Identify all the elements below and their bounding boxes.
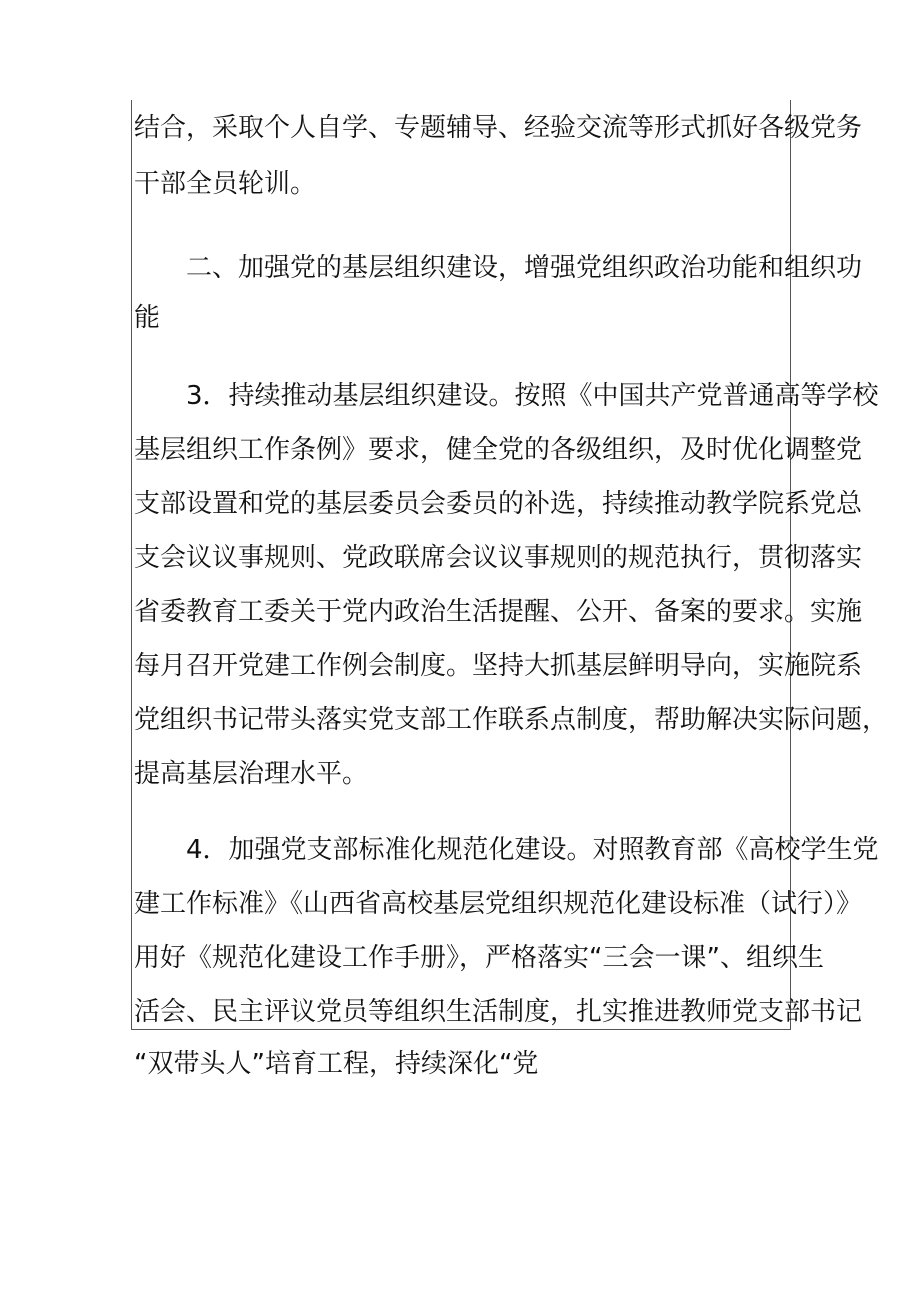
text-line: 结合，采取个人自学、专题辅导、经验交流等形式抓好各级党务 [134,113,863,143]
item-3-line: 支会议议事规则、党政联席会议议事规则的规范执行，贯彻落实 [134,543,863,573]
item-4-line: “双带头人”培育工程，持续深化“党 [134,1049,539,1079]
item-3-line: 党组织书记带头落实党支部工作联系点制度，帮助解决实际问题， [134,705,889,735]
item-4-line: 4．加强党支部标准化规范化建设。对照教育部《高校学生党 [186,835,879,865]
item-3-line: 省委教育工委关于党内政治生活提醒、公开、备案的要求。实施 [134,597,863,627]
item-4-line: 活会、民主评议党员等组织生活制度，扎实推进教师党支部书记 [134,997,863,1027]
item-4-line: 用好《规范化建设工作手册》，严格落实“三会一课”、组织生 [134,943,824,973]
section-heading-cont: 能 [134,303,161,333]
item-3-line: 每月召开党建工作例会制度。坚持大抓基层鲜明导向，实施院系 [134,651,863,681]
text-line: 干部全员轮训。 [134,169,317,199]
item-3-line: 支部设置和党的基层委员会委员的补选，持续推动教学院系党总 [134,489,863,519]
item-3-line: 提高基层治理水平。 [134,759,369,789]
section-heading: 二、加强党的基层组织建设，增强党组织政治功能和组织功 [186,253,863,283]
item-4-line: 建工作标准》《山西省高校基层党组织规范化建设标准（试行）》 [134,889,863,919]
item-3-line: 3．持续推动基层组织建设。按照《中国共产党普通高等学校 [186,381,879,411]
item-3-line: 基层组织工作条例》要求，健全党的各级组织，及时优化调整党 [134,435,863,465]
